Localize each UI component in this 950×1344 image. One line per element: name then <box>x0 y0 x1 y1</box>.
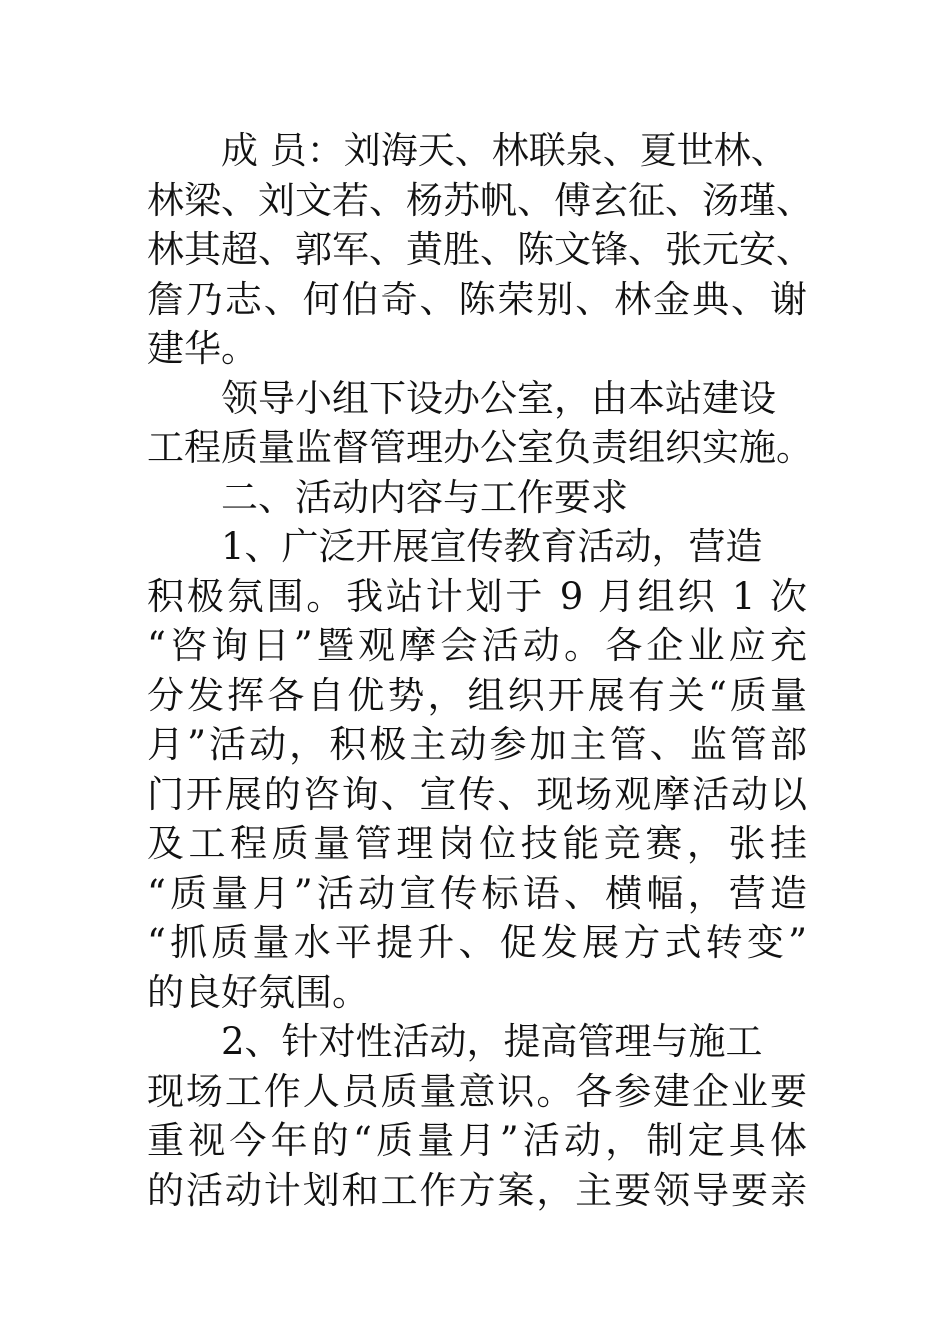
item-1-line-5: 月”活动，积极主动参加主管、监管部 <box>147 723 807 766</box>
office-paragraph-line-2: 工程质量监督管理办公室负责组织实施。 <box>147 426 813 469</box>
members-line-3: 林其超、郭军、黄胜、陈文锋、张元安、 <box>147 228 813 271</box>
section-heading: 二、活动内容与工作要求 <box>221 475 628 519</box>
item-1-line-3: “咨询日”暨观摩会活动。各企业应充 <box>147 624 807 667</box>
item-1-line-1: 1、广泛开展宣传教育活动，营造 <box>221 525 763 568</box>
members-line-4: 詹乃志、何伯奇、陈荣别、林金典、谢 <box>147 277 807 321</box>
item-2-line-4: 的活动计划和工作方案，主要领导要亲 <box>147 1168 807 1212</box>
item-2-line-3: 重视今年的“质量月”活动，制定具体 <box>147 1119 807 1162</box>
item-1-line-10: 的良好氛围。 <box>147 970 369 1014</box>
item-1-line-8: “质量月”活动宣传标语、横幅，营造 <box>147 871 807 915</box>
members-line-5: 建华。 <box>147 327 258 370</box>
item-2-line-2: 现场工作人员质量意识。各参建企业要 <box>147 1069 807 1113</box>
members-line-1: 成 员：刘海天、林联泉、夏世林、 <box>221 129 788 172</box>
document-body <box>147 126 827 1215</box>
item-1-line-4: 分发挥各自优势，组织开展有关“质量 <box>147 673 807 717</box>
item-1-line-7: 及工程质量管理岗位技能竞赛，张挂 <box>147 822 807 865</box>
item-1-line-2: 积极氛围。我站计划于 9 月组织 1 次 <box>147 574 807 618</box>
members-line-2: 林梁、刘文若、杨苏帆、傅玄征、汤瑾、 <box>147 178 813 222</box>
item-1-line-9: “抓质量水平提升、促发展方式转变” <box>147 921 807 964</box>
item-2-line-1: 2、针对性活动，提高管理与施工 <box>221 1020 763 1063</box>
item-1-line-6: 门开展的咨询、宣传、现场观摩活动以 <box>147 772 807 816</box>
office-paragraph-line-1: 领导小组下设办公室，由本站建设 <box>221 376 776 420</box>
